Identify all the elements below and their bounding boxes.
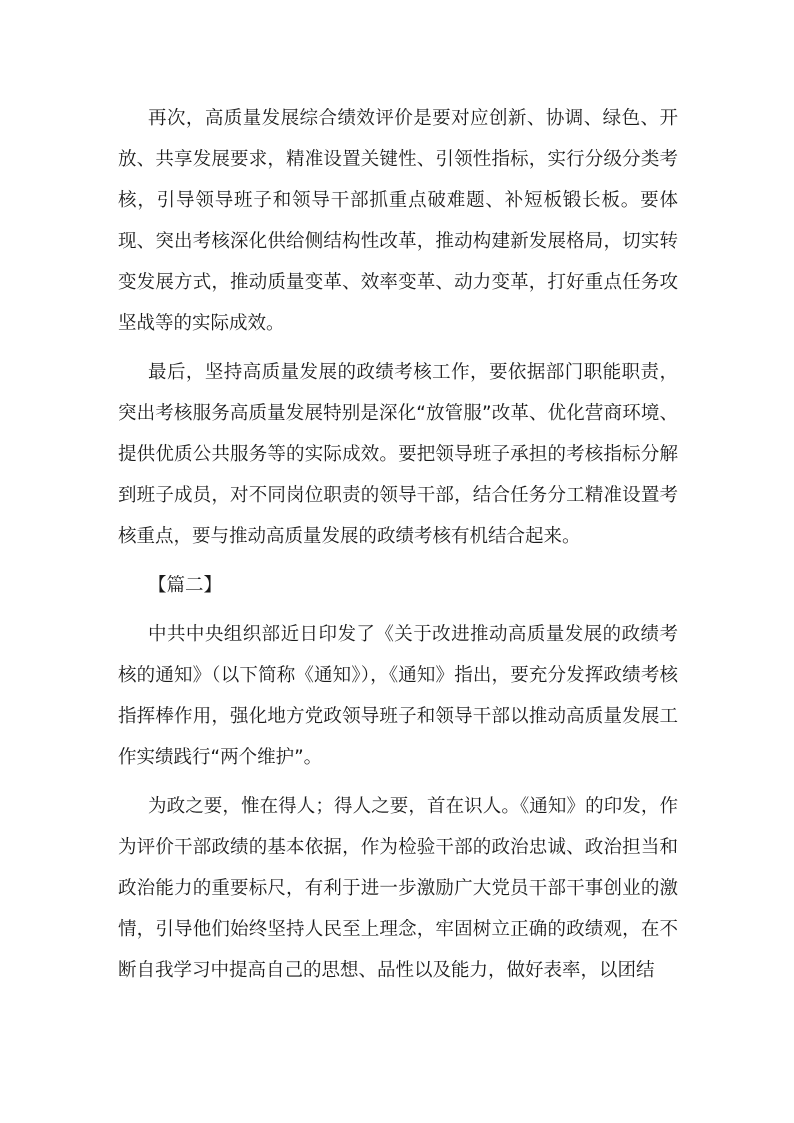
- paragraph-notice: 中共中央组织部近日印发了《关于改进推动高质量发展的政绩考核的通知》（以下简称《通知》），《通知》指出，要充分发挥政绩考核指挥棒作用，强化地方党政领导班子和领导干部以推动高质量发展工作实绩践行“两个维护”。: [118, 624, 678, 768]
- paragraph-finally: 最后，坚持高质量发展的政绩考核工作，要依据部门职能职责，突出考核服务高质量发展特别是深化“放管服”改革、优化营商环境、提供优质公共服务等的实际成效。要把领导班子承担的考核指标分解到班子成员，对不同岗位职责的领导干部，结合任务分工精准设置考核重点，要与推动高质量发展的政绩考核有机结合起来。: [118, 362, 678, 547]
- paragraph-governance: 为政之要，惟在得人；得人之要，首在识人。《通知》的印发，作为评价干部政绩的基本依据，作为检验干部的政治忠诚、政治担当和政治能力的重要标尺，有利于进一步激励广大党员干部干事创业的激情，引导他们始终坚持人民至上理念，牢固树立正确的政绩观，在不断自我学习中提高自己的思想、品性以及能力，做好表率，以团结: [118, 796, 678, 981]
- paragraph-again: 再次，高质量发展综合绩效评价是要对应创新、协调、绿色、开放、共享发展要求，精准设置关键性、引领性指标，实行分级分类考核，引导领导班子和领导干部抓重点破难题、补短板锻长板。要体现、突出考核深化供给侧结构性改革，推动构建新发展格局，切实转变发展方式，推动质量变革、效率变革、动力变革，打好重点任务攻坚战等的实际成效。: [118, 108, 678, 334]
- section-heading: 【篇二】: [148, 575, 223, 596]
- document-body: [118, 98, 678, 999]
